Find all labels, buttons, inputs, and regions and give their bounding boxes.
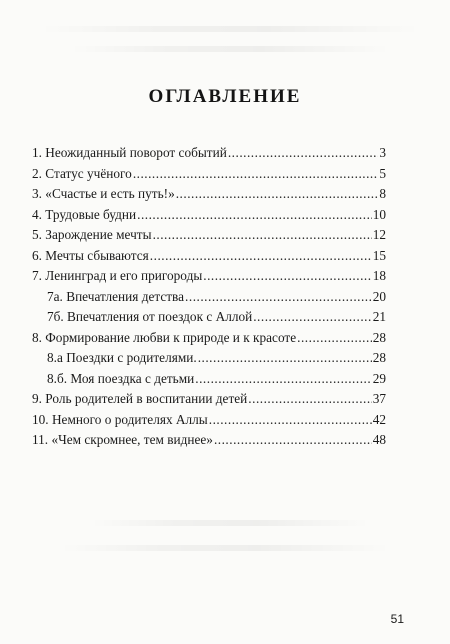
toc-entry-page: 28 [372, 350, 386, 365]
page-title: ОГЛАВЛЕНИЕ [148, 86, 302, 107]
toc-entry-label: 10. Немного о родителях Аллы [32, 411, 208, 427]
toc-entry-label: 7а. Впечатления детства [47, 288, 185, 304]
toc-entry-label: 7. Ленинград и его пригороды [32, 268, 203, 283]
toc-subentry [32, 369, 386, 390]
toc-dot-leader [137, 205, 372, 226]
bleed-through-text [70, 46, 390, 52]
toc-dot-leader [195, 369, 371, 390]
toc-entry-label: 4. Трудовые будни [32, 206, 137, 222]
toc-subentry [32, 287, 386, 308]
toc-dot-leader [214, 430, 372, 451]
toc-dot-leader [228, 143, 379, 164]
toc-entry [32, 328, 386, 349]
toc-dot-leader [153, 225, 372, 246]
toc-entry [32, 430, 386, 451]
toc-dot-leader [198, 348, 372, 369]
toc-dot-leader [185, 287, 372, 308]
toc-entry-label: 6. Мечты сбываются [32, 247, 149, 263]
toc-entry [32, 184, 386, 205]
toc-entry-page: 18 [372, 268, 386, 283]
toc-entry-page: 21 [372, 309, 386, 324]
toc-entry-page: 3 [379, 145, 386, 160]
toc-entry [32, 246, 386, 267]
toc-entry [32, 205, 386, 226]
toc-entry-label: 3. «Счастье и есть путь!» [32, 186, 175, 201]
toc-dot-leader [133, 164, 379, 185]
toc-entry-label: 8.а Поездки с родителями. [47, 350, 197, 365]
toc-entry-label: 7б. Впечатления от поездок с Аллой [47, 309, 253, 324]
toc-entry-page: 5 [379, 165, 386, 181]
toc-dot-leader [297, 328, 372, 349]
toc-entry-page: 10 [372, 206, 386, 222]
toc-entry [32, 410, 386, 431]
toc-entry-page: 29 [372, 370, 386, 386]
toc-entry-page: 37 [372, 391, 386, 406]
toc-entry-label: 2. Статус учёного [32, 165, 132, 181]
bleed-through-text [90, 520, 370, 526]
bleed-through-text [60, 545, 390, 551]
toc-entry-page: 48 [372, 432, 386, 447]
toc-entry-label: 1. Неожиданный поворот событий [32, 145, 227, 160]
toc-entry-label: 9. Роль родителей в воспитании детей [32, 391, 248, 406]
toc-entry-label: 8. Формирование любви к природе и к красоте [32, 329, 297, 345]
toc-entry-page: 8 [379, 186, 386, 201]
toc-entry-page: 20 [372, 288, 386, 304]
toc-entry [32, 164, 386, 185]
toc-subentry [32, 307, 386, 328]
toc-entry [32, 225, 386, 246]
bleed-through-text [40, 26, 420, 32]
toc-entry [32, 266, 386, 287]
toc-dot-leader [203, 266, 371, 287]
toc-entry-label: 11. «Чем скромнее, тем виднее» [32, 432, 213, 447]
toc-dot-leader [253, 307, 371, 328]
toc-dot-leader [209, 410, 372, 431]
toc-entry-page: 42 [372, 411, 386, 427]
toc-dot-leader [248, 389, 371, 410]
toc-dot-leader [150, 246, 372, 267]
toc-entry-page: 12 [372, 227, 386, 242]
toc-entry [32, 389, 386, 410]
toc-entry [32, 143, 386, 164]
toc-dot-leader [176, 184, 379, 205]
table-of-contents [32, 143, 386, 451]
toc-entry-label: 5. Зарождение мечты [32, 227, 152, 242]
toc-entry-page: 28 [372, 329, 386, 345]
toc-subentry [32, 348, 386, 369]
toc-entry-page: 15 [372, 247, 386, 263]
toc-entry-label: 8.б. Моя поездка с детьми [47, 370, 195, 386]
page-number: 51 [390, 612, 404, 626]
